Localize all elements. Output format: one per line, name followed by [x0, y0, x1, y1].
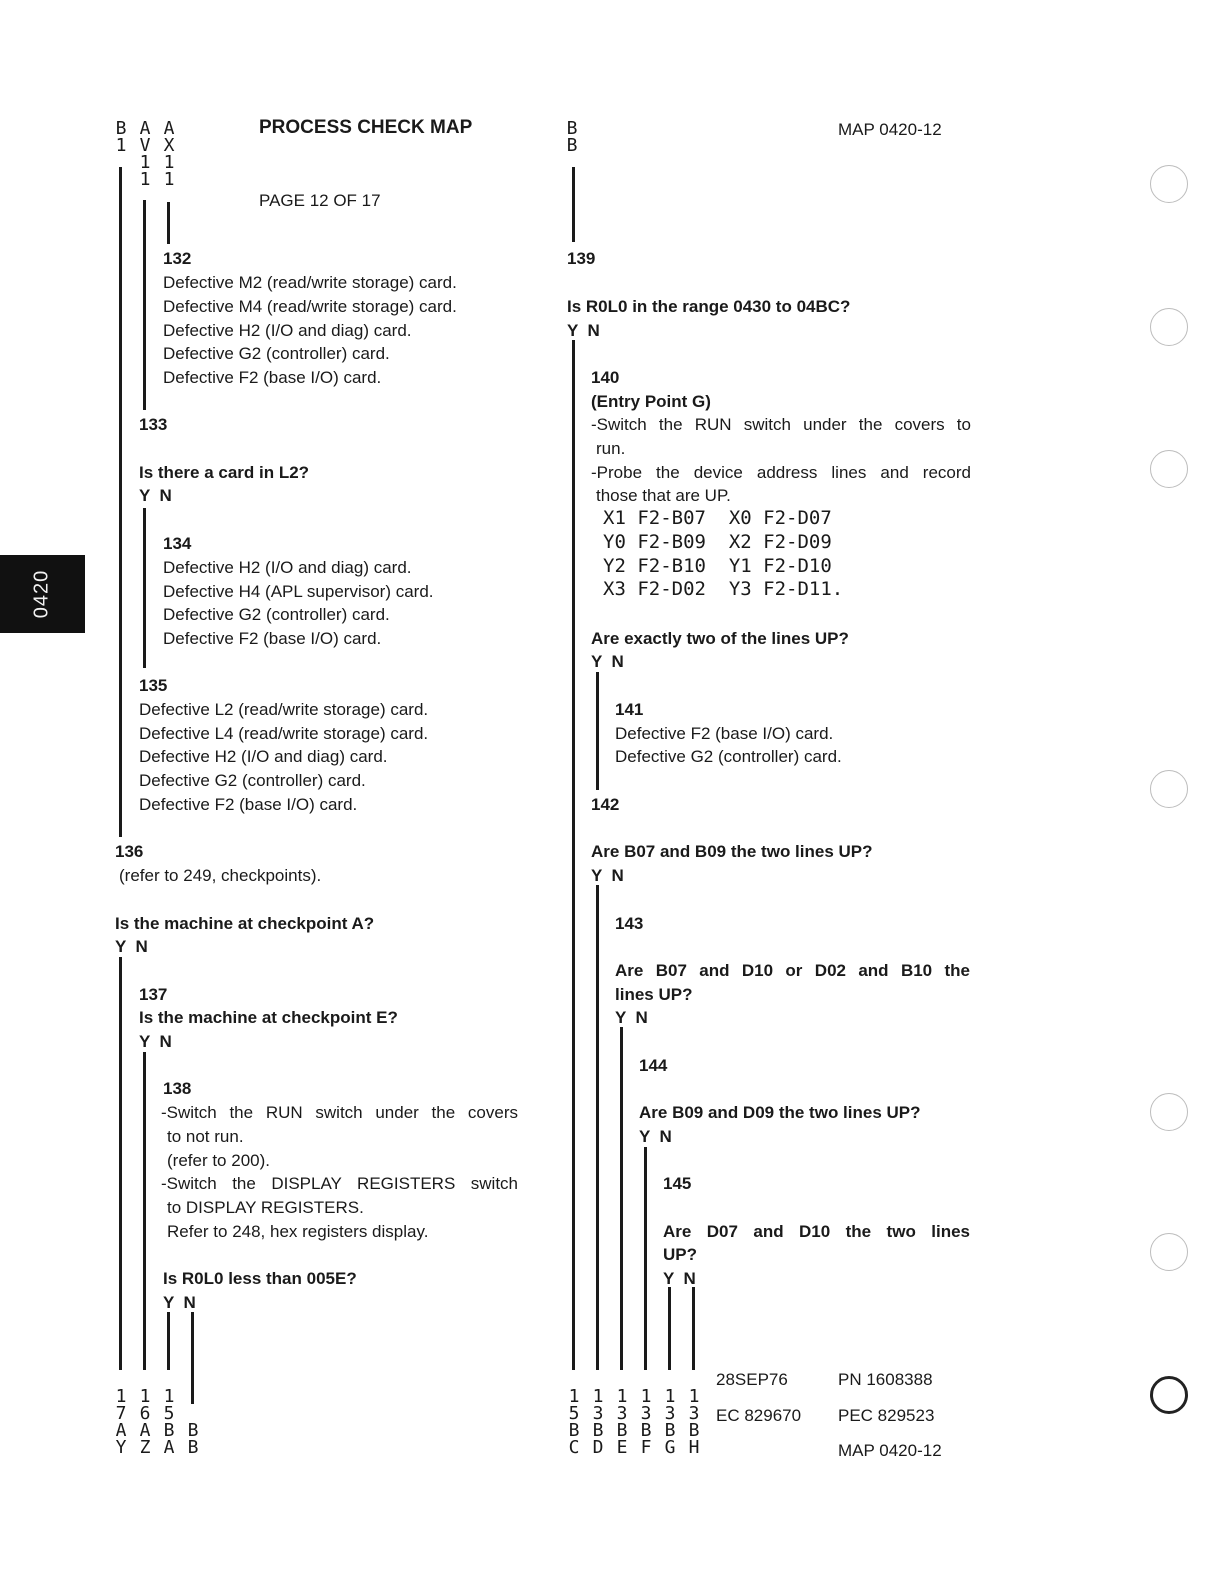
yes-no: Y N: [139, 1032, 172, 1051]
yes-no: Y N: [591, 652, 624, 671]
step-number: 144: [639, 1056, 668, 1075]
yes-no: Y N: [591, 866, 624, 885]
question: Is the machine at checkpoint A?: [115, 914, 375, 933]
step-number: 137: [139, 985, 168, 1004]
connector-label: B 1: [115, 118, 127, 156]
connector-label: B B: [187, 1420, 199, 1458]
connector-label: 1 7 A Y: [115, 1386, 127, 1458]
question: Is R0L0 less than 005E?: [163, 1269, 357, 1288]
step-text: Defective H2 (I/O and diag) card.: [139, 747, 388, 766]
step-text: those that are UP.: [596, 486, 731, 505]
flow-line: [596, 672, 599, 790]
step-text: Defective F2 (base I/O) card.: [139, 795, 358, 814]
connector-label: B B: [566, 118, 578, 156]
address-line: Y0 F2-B09 X2 F2-D09: [603, 531, 832, 553]
connector-label: 1 3 B D: [592, 1386, 604, 1458]
section-tab-label: 0420: [30, 569, 53, 619]
step-text: Defective L4 (read/write storage) card.: [139, 724, 429, 743]
step-text: (refer to 200).: [167, 1151, 270, 1170]
step-number: 134: [163, 534, 192, 553]
connector-label: 1 5 B C: [568, 1386, 580, 1458]
flow-line: [119, 167, 122, 837]
page-title: PROCESS CHECK MAP: [259, 117, 473, 138]
footer-map-id: MAP 0420-12: [838, 1441, 942, 1460]
question: Are B07 and B09 the two lines UP?: [591, 842, 873, 861]
yes-no: Y N: [115, 937, 148, 956]
connector-label: 1 3 B H: [688, 1386, 700, 1458]
entry-point: (Entry Point G): [591, 392, 711, 411]
section-tab: [0, 555, 85, 633]
binder-hole: [1150, 165, 1188, 203]
yes-no: Y N: [663, 1269, 696, 1288]
step-text: to DISPLAY REGISTERS.: [167, 1198, 364, 1217]
flow-line: [572, 167, 575, 242]
binder-hole: [1150, 1233, 1188, 1271]
connector-label: 1 3 B E: [616, 1386, 628, 1458]
yes-no: Y N: [163, 1293, 196, 1312]
question: Are B07 and D10 or D02 and B10 the: [615, 961, 970, 980]
map-id: MAP 0420-12: [838, 120, 942, 139]
step-text: Defective G2 (controller) card.: [139, 771, 366, 790]
yes-no: Y N: [139, 486, 172, 505]
question: UP?: [663, 1245, 697, 1264]
binder-hole: [1150, 1376, 1188, 1414]
step-text: -Switch the RUN switch under the covers to: [591, 415, 971, 434]
question: Is the machine at checkpoint E?: [139, 1008, 398, 1027]
step-number: 135: [139, 676, 168, 695]
flow-line: [596, 885, 599, 1370]
page-number: PAGE 12 OF 17: [259, 191, 381, 210]
question: Are exactly two of the lines UP?: [591, 629, 849, 648]
step-number: 145: [663, 1174, 692, 1193]
address-line: Y2 F2-B10 Y1 F2-D10: [603, 555, 832, 577]
connector-label: A V 1 1: [139, 118, 151, 190]
footer-date: 28SEP76: [716, 1370, 788, 1389]
address-line: X1 F2-B07 X0 F2-D07: [603, 507, 832, 529]
step-text: to not run.: [167, 1127, 244, 1146]
step-text: Defective H4 (APL supervisor) card.: [163, 582, 434, 601]
step-number: 143: [615, 914, 644, 933]
step-text: Defective L2 (read/write storage) card.: [139, 700, 429, 719]
step-number: 133: [139, 415, 168, 434]
step-text: Defective G2 (controller) card.: [615, 747, 842, 766]
yes-no: Y N: [639, 1127, 672, 1146]
connector-label: 1 3 B G: [664, 1386, 676, 1458]
step-text: Defective G2 (controller) card.: [163, 605, 390, 624]
step-text: -Switch the RUN switch under the covers: [161, 1103, 518, 1122]
step-text: Defective F2 (base I/O) card.: [163, 629, 382, 648]
step-number: 142: [591, 795, 620, 814]
connector-label: 1 5 B A: [163, 1386, 175, 1458]
step-text: Defective H2 (I/O and diag) card.: [163, 558, 412, 577]
flow-line: [668, 1287, 671, 1370]
binder-hole: [1150, 1093, 1188, 1131]
step-text: Defective F2 (base I/O) card.: [163, 368, 382, 387]
flow-line: [119, 957, 122, 1370]
binder-hole: [1150, 450, 1188, 488]
step-text: Defective F2 (base I/O) card.: [615, 724, 834, 743]
footer-ec: EC 829670: [716, 1406, 802, 1425]
footer-part-number: PN 1608388: [838, 1370, 933, 1389]
step-text: Defective M2 (read/write storage) card.: [163, 273, 457, 292]
step-text: run.: [596, 439, 626, 458]
question: Are D07 and D10 the two lines: [663, 1222, 970, 1241]
binder-hole: [1150, 308, 1188, 346]
flow-line: [143, 508, 146, 668]
flow-line: [620, 1027, 623, 1370]
step-text: (refer to 249, checkpoints).: [119, 866, 322, 885]
step-text: Defective M4 (read/write storage) card.: [163, 297, 457, 316]
step-number: 141: [615, 700, 644, 719]
step-number: 140: [591, 368, 620, 387]
flow-line: [572, 340, 575, 1370]
yes-no: Y N: [615, 1008, 648, 1027]
flow-line: [644, 1147, 647, 1370]
step-text: Refer to 248, hex registers display.: [167, 1222, 429, 1241]
step-text: Defective H2 (I/O and diag) card.: [163, 321, 412, 340]
question: Is R0L0 in the range 0430 to 04BC?: [567, 297, 851, 316]
connector-label: 1 6 A Z: [139, 1386, 151, 1458]
connector-label: A X 1 1: [163, 118, 175, 190]
question: lines UP?: [615, 985, 693, 1004]
flow-line: [692, 1287, 695, 1370]
yes-no: Y N: [567, 321, 600, 340]
binder-hole: [1150, 770, 1188, 808]
step-text: Defective G2 (controller) card.: [163, 344, 390, 363]
step-number: 138: [163, 1079, 192, 1098]
footer-pec: PEC 829523: [838, 1406, 935, 1425]
flow-line: [167, 202, 170, 244]
step-text: -Probe the device address lines and record: [591, 463, 971, 482]
step-number: 132: [163, 249, 192, 268]
flow-line: [143, 200, 146, 410]
address-line: X3 F2-D02 Y3 F2-D11.: [603, 578, 844, 600]
step-text: -Switch the DISPLAY REGISTERS switch: [161, 1174, 518, 1193]
question: Is there a card in L2?: [139, 463, 310, 482]
flow-line: [167, 1312, 170, 1370]
step-number: 136: [115, 842, 144, 861]
question: Are B09 and D09 the two lines UP?: [639, 1103, 921, 1122]
step-number: 139: [567, 249, 596, 268]
flow-line: [143, 1052, 146, 1370]
connector-label: 1 3 B F: [640, 1386, 652, 1458]
